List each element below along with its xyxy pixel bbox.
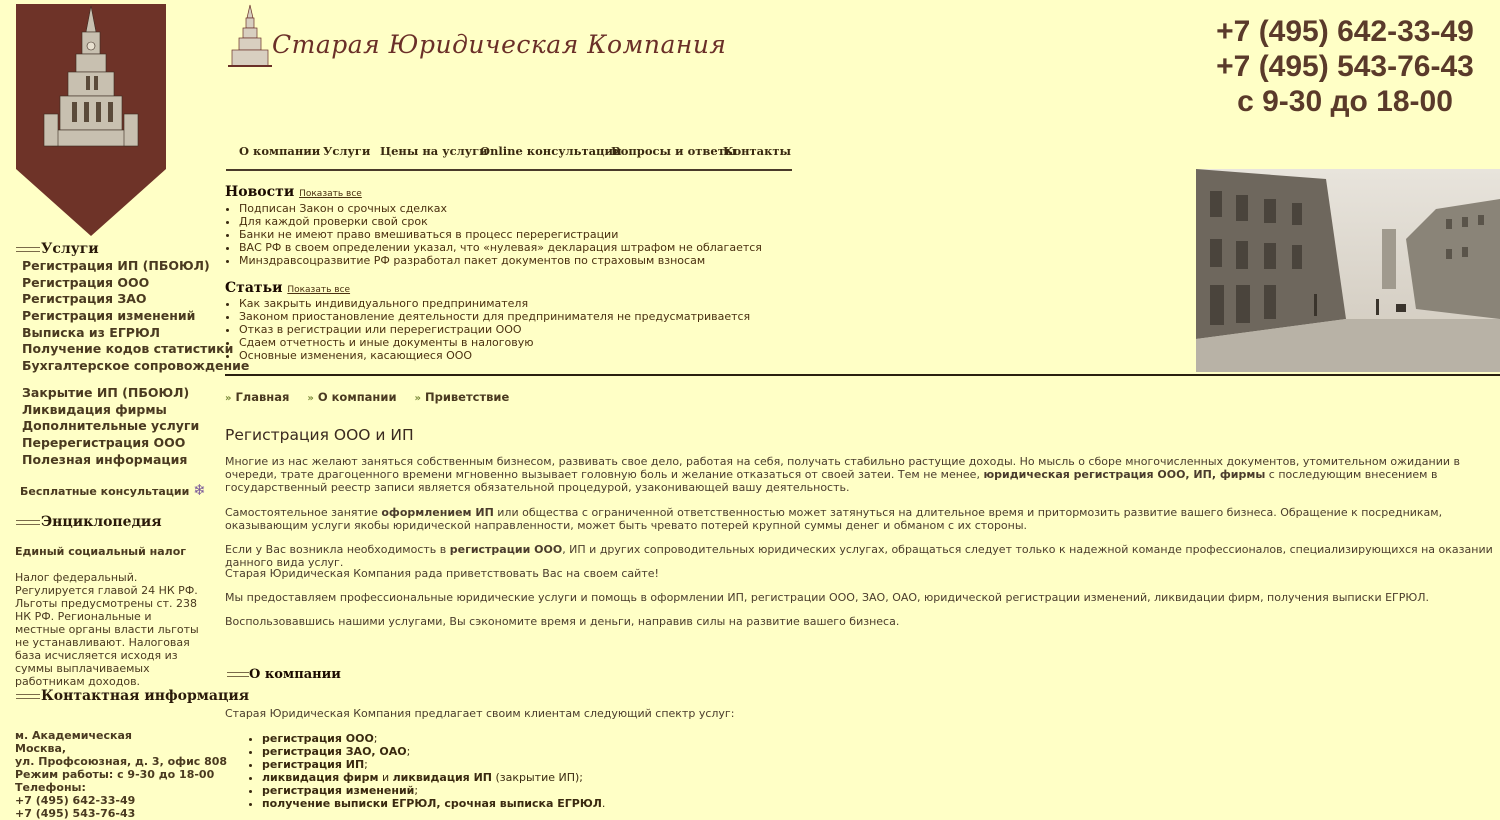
nav-services[interactable]: Услуги	[323, 144, 371, 158]
sidebar-item[interactable]: Бухгалтерское сопровождение	[22, 358, 250, 374]
sidebar-item[interactable]: Перерегистрация ООО	[22, 435, 186, 451]
paragraph-6: Воспользовавшись нашими услугами, Вы сэкономите время и деньги, направив силы на развитие вашего бизнеса.	[225, 615, 900, 628]
list-item	[239, 228, 762, 241]
contact-heading-text: Контактная информация	[41, 688, 250, 704]
text: или общества с ограниченной ответственностью может затянуться на длительное время и притормозить развитие вашего бизнеса. Обращение к посредникам, оказывающим услуги якобы юридической направленности, может быть чревато потерей крупной суммы денег и обманом с их стороны.	[225, 506, 1443, 532]
list-item	[239, 241, 762, 254]
nav-contacts[interactable]: Контакты	[723, 144, 792, 158]
list-item: • получение выписки ЕГРЮЛ, срочная выписка ЕГРЮЛ.	[262, 797, 605, 810]
sidebar-menu-services	[22, 258, 249, 375]
service-link[interactable]: регистрация изменений	[262, 784, 415, 797]
text-bold: оформлением ИП	[381, 506, 494, 519]
list-item: • регистрация изменений;	[262, 784, 605, 797]
article-link[interactable]: Как закрыть индивидуального предпринимателя	[239, 297, 529, 310]
breadcrumb-arrow-icon: »	[414, 393, 421, 404]
news-link[interactable]: ВАС РФ в своем определении указал, что «нулевая» декларация штрафом не облагается	[239, 241, 762, 254]
page-title: Регистрация ООО и ИП	[225, 426, 414, 444]
nav-faq[interactable]: Вопросы и ответы	[611, 144, 737, 158]
sidebar-item[interactable]: Дополнительные услуги	[22, 418, 200, 434]
text: Самостоятельное занятие	[225, 506, 382, 519]
news-link[interactable]: Подписан Закон о срочных сделках	[239, 202, 447, 215]
heading-bar	[16, 520, 40, 525]
sidebar-item[interactable]: Регистрация ИП (ПБОЮЛ)	[22, 258, 210, 273]
contact-line: ул. Профсоюзная, д. 3, офис 808	[15, 755, 228, 768]
breadcrumb-arrow-icon: »	[225, 393, 232, 404]
about-intro: Старая Юридическая Компания предлагает своим клиентам следующий спектр услуг:	[225, 707, 735, 720]
contact-line: +7 (495) 543-76-43	[15, 807, 136, 820]
phone-1: +7 (495) 642-33-49	[1216, 15, 1474, 48]
about-heading	[227, 667, 341, 682]
snowflake-icon: ❄	[193, 481, 206, 499]
nav-about[interactable]: О компании	[239, 144, 321, 158]
services-heading-text: Услуги	[41, 241, 99, 257]
breadcrumb-arrow-icon: »	[307, 393, 314, 404]
paragraph-2	[225, 506, 1500, 532]
news-link[interactable]: Минздравсоцразвитие РФ разработал пакет документов по страховым взносам	[239, 254, 706, 267]
tower-logo-icon[interactable]	[228, 4, 272, 68]
top-navigation	[226, 143, 792, 171]
sidebar-item[interactable]: Получение кодов статистики	[22, 341, 234, 357]
service-link[interactable]: регистрация ООО	[262, 732, 374, 745]
list-item: • ликвидация фирм и ликвидация ИП (закрытие ИП);	[262, 771, 605, 784]
phone-2: +7 (495) 543-76-43	[1216, 50, 1474, 83]
text-bold: регистрации ООО	[449, 543, 563, 556]
main-divider	[225, 374, 1500, 376]
free-consultations-link[interactable]	[20, 481, 206, 499]
site-logo-text[interactable]: Старая Юридическая Компания	[272, 30, 727, 59]
list-item: • регистрация ООО;	[262, 732, 605, 745]
breadcrumb-home[interactable]: Главная	[235, 390, 290, 404]
encyclopedia-heading-text: Энциклопедия	[41, 514, 162, 530]
list-item	[239, 254, 762, 267]
text: , ИП и других сопроводительных юридических услугах, обращаться следует только к надежной команде профессионалов, специализирующихся на оказании данного вида услуг.	[225, 543, 1493, 569]
paragraph-intro	[225, 455, 1500, 494]
list-item: • регистрация ИП;	[262, 758, 605, 771]
sidebar-item[interactable]: Регистрация изменений	[22, 308, 196, 324]
list-item	[239, 202, 762, 215]
breadcrumb-current: Приветствие	[424, 390, 510, 404]
free-consultations-text: Бесплатные консультации	[20, 485, 190, 498]
news-link[interactable]: Для каждой проверки свой срок	[239, 215, 428, 228]
sidebar-item[interactable]: Закрытие ИП (ПБОЮЛ)	[22, 385, 190, 400]
contact-line: Москва,	[15, 742, 67, 755]
encyclopedia-item-title[interactable]: Единый социальный налог	[15, 545, 187, 558]
list-item	[239, 215, 762, 228]
heading-bar	[16, 694, 40, 699]
sidebar-item[interactable]: Регистрация ООО	[22, 274, 150, 290]
sidebar-item[interactable]: Ликвидация фирмы	[22, 401, 167, 417]
news-list	[225, 202, 762, 267]
old-moscow-street-photo	[1196, 169, 1500, 372]
contact-line: Режим работы: с 9-30 до 18-00	[15, 768, 215, 781]
services-heading	[16, 241, 99, 257]
about-heading-text: О компании	[249, 667, 341, 682]
list-item: • регистрация ЗАО, ОАО;	[262, 745, 605, 758]
service-link[interactable]: ликвидация фирм	[262, 771, 379, 784]
contact-info	[15, 729, 227, 820]
header-phones	[1200, 14, 1490, 119]
news-link[interactable]: Банки не имеют право вмешиваться в процесс перерегистрации	[239, 228, 619, 241]
list-item	[239, 323, 750, 336]
list-item	[239, 310, 750, 323]
contact-line: Телефоны:	[15, 781, 86, 794]
encyclopedia-heading	[16, 514, 162, 530]
tower-pennant-logo[interactable]	[16, 4, 166, 236]
article-link[interactable]: Сдаем отчетность и иные документы в налоговую	[239, 336, 534, 349]
contact-line: м. Академическая	[15, 729, 132, 742]
heading-bar	[16, 247, 40, 252]
paragraph-3	[225, 543, 1500, 569]
service-link[interactable]: получение выписки ЕГРЮЛ, срочная выписка ЕГРЮЛ	[262, 797, 602, 810]
sidebar-item[interactable]: Регистрация ЗАО	[22, 291, 147, 307]
text: Если у Вас возникла необходимость в	[225, 543, 450, 556]
heading-bar	[227, 672, 249, 677]
article-link[interactable]: Отказ в регистрации или перерегистрации ООО	[239, 323, 522, 336]
nav-prices[interactable]: Цены на услуги	[380, 144, 488, 158]
encyclopedia-item-text: Налог федеральный. Регулируется главой 24 НК РФ. Льготы предусмотрены ст. 238 НК РФ. Региональные и местные органы власти льготы не устанавливают. Налоговая база исчисляется исходя из суммы выплачиваемых работникам доходов.	[15, 571, 199, 688]
articles-list	[225, 297, 750, 362]
service-link[interactable]: регистрация ЗАО, ОАО	[262, 745, 407, 758]
paragraph-4: Старая Юридическая Компания рада приветствовать Вас на своем сайте!	[225, 567, 659, 580]
sidebar-menu-extra	[22, 385, 199, 468]
list-item	[239, 349, 750, 362]
news-title: Новости	[225, 184, 295, 200]
news-show-all-link[interactable]: Показать все	[299, 189, 362, 199]
article-link[interactable]: Законом приостановление деятельности для предпринимателя не предусматривается	[239, 310, 751, 323]
text: с последующим внесением в государственный реестр записи является обязательной процедурой, узаконивающей вашу деятельность.	[225, 468, 1438, 494]
sidebar-item[interactable]: Выписка из ЕГРЮЛ	[22, 324, 161, 340]
service-link[interactable]: ликвидация ИП	[392, 771, 492, 784]
contact-heading	[16, 688, 249, 704]
list-item	[239, 297, 750, 310]
article-link[interactable]: Основные изменения, касающиеся ООО	[239, 349, 473, 362]
articles-title: Статьи	[225, 280, 283, 296]
news-block-title	[225, 184, 362, 200]
services-list	[247, 732, 605, 810]
articles-show-all-link[interactable]: Показать все	[287, 285, 351, 295]
list-item	[239, 336, 750, 349]
breadcrumb	[225, 390, 523, 404]
breadcrumb-about[interactable]: О компании	[317, 390, 397, 404]
text-bold: юридическая регистрация ООО, ИП, фирмы	[983, 468, 1266, 481]
text: (закрытие ИП);	[491, 771, 583, 784]
paragraph-5: Мы предоставляем профессиональные юридические услуги и помощь в оформлении ИП, регистрации ООО, ЗАО, ОАО, юридической регистрации изменений, ликвидации фирм, получения выписки ЕГРЮЛ.	[225, 591, 1430, 604]
contact-line: +7 (495) 642-33-49	[15, 794, 136, 807]
text: Многие из нас желают заняться собственным бизнесом, развивать свое дело, работая на себя, получать стабильно растущие доходы. Но мысль о сборе многочисленных документов, утомительном ожидании в очереди, трате драгоценного времени мгновенно вызывает головную боль и желание отказаться от своей затеи. Тем не менее,	[225, 455, 1460, 481]
service-link[interactable]: регистрация ИП	[262, 758, 365, 771]
sidebar-item[interactable]: Полезная информация	[22, 451, 188, 467]
nav-online[interactable]: Online консультации	[480, 144, 622, 158]
work-hours: с 9-30 до 18-00	[1237, 85, 1453, 118]
